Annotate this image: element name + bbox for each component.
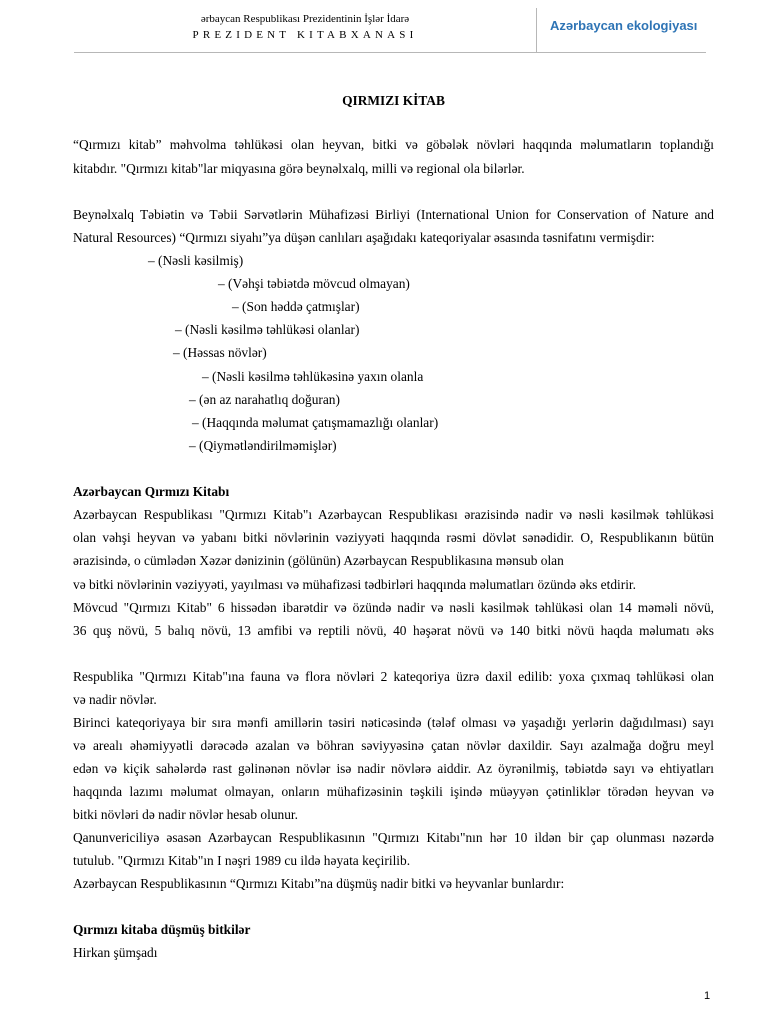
section-heading: Azərbaycan Qırmızı Kitabı [73, 484, 230, 499]
paragraph-line: olan vəhşi heyvan və yabanı bitki növlərinin vəziyyəti haqqında rəsmi dövlət sənədidir. O, Respublikanın bütün [73, 530, 714, 545]
paragraph-line: Azərbaycan Respublikası "Qırmızı Kitab"ı Azərbaycan Respublikası ərazisində nadir və nəsli kəsilmək təhlükəsi [73, 507, 714, 522]
paragraph-line: Birinci kateqoriyaya bir sıra mənfi amillərin təsiri nəticəsində (tələf olması və yaşadığı yerlərin dağıdılması) sayı [73, 715, 714, 730]
header-divider [536, 8, 537, 52]
paragraph-line: tutulub. "Qırmızı Kitab"ın I nəşri 1989 cu ildə həyata keçirilib. [73, 853, 411, 868]
paragraph-line: və bitki növlərinin vəziyyəti, yayılması və mühafizəsi tədbirləri haqqında məlumatları özündə əks etdirir. [73, 577, 636, 592]
paragraph-line: və nadir növlər. [73, 692, 157, 707]
iucn-line: Beynəlxalq Təbiətin və Təbii Sərvətlərin Mühafizəsi Birliyi (International Union for Conservation of Nature and [73, 207, 714, 222]
iucn-line: Natural Resources) “Qırmızı siyahı”ya düşən canlıları aşağıdakı kateqoriyalar əsasında təsnifatını vermişdir: [73, 230, 655, 245]
paragraph-line: bitki növləri də nadir növlər hesab olunur. [73, 807, 298, 822]
category-item: – (ən az narahatlıq doğuran) [189, 392, 340, 407]
paragraph-line: haqqında lazımı məlumat olmayan, onların mühafizəsinin təşkili işində müəyyən çətinliklər törədən heyvan və [73, 784, 714, 799]
category-item: – (Nəsli kəsilmə təhlükəsinə yaxın olanla [202, 369, 424, 384]
document-title: QIRMIZI KİTAB [342, 93, 445, 108]
intro-line: kitabdır. "Qırmızı kitab"lar miqyasına görə beynəlxalq, milli və regional ola bilərlər. [73, 161, 525, 176]
category-item: – (Həssas növlər) [173, 345, 267, 360]
header-org-block [74, 12, 536, 42]
paragraph-line: Azərbaycan Respublikasının “Qırmızı Kitabı”na düşmüş nadir bitki və heyvanlar bunlardır: [73, 876, 565, 891]
category-item: – (Nəsli kəsilmə təhlükəsi olanlar) [175, 322, 360, 337]
header-org: ərbaycan Respublikası Prezidentinin İşlər İdarə [200, 13, 410, 25]
category-item: – (Haqqında məlumat çatışmamazlığı olanlar) [192, 415, 439, 430]
category-item: – (Qiymətləndirilməmişlər) [189, 438, 337, 453]
paragraph-line: 36 quş növü, 5 balıq növü, 13 amfibi və reptili növü, 40 həşərat növü və 140 bitki növü haqda məlumatı əks [73, 623, 714, 638]
category-item: – (Son həddə çatmışlar) [232, 299, 360, 314]
section-heading: Qırmızı kitaba düşmüş bitkilər [73, 922, 251, 937]
paragraph-line: və arealı əhəmiyyətli dərəcədə azalan və böhran səviyyəsinə çatan növlər daxildir. Sayı azalmağa doğru meyl [73, 738, 714, 753]
header-site-title: Azərbaycan ekologiyası [550, 18, 698, 33]
page-header [74, 8, 706, 53]
category-item: – (Vəhşi təbiətdə mövcud olmayan) [218, 276, 410, 291]
paragraph-line: ərazisində, o cümlədən Xəzər dənizinin (gölünün) Azərbaycan Respublikasına mənsub olan [73, 553, 564, 568]
list-item: Hirkan şümşadı [73, 945, 158, 960]
paragraph-line: Qanunvericiliyə əsasən Azərbaycan Respublikasının "Qırmızı Kitabı"nın hər 10 ildən bir çap olunması nəzərdə [73, 830, 714, 845]
category-item: – (Nəsli kəsilmiş) [148, 253, 244, 268]
paragraph-line: edən və kiçik sahələrdə rast gəlinənən növlər isə nadir növlərə aiddir. Az öyrənilmiş, təbiətdə sayı və ehtiyatları [73, 761, 714, 776]
paragraph-line: Mövcud "Qırmızı Kitab" 6 hissədən ibarətdir və özündə nadir və nəsli kəsilmək təhlükəsi olan 14 məməli növü, [73, 600, 714, 615]
page-number: 1 [704, 990, 711, 1002]
header-library: PREZIDENT KITABXANASI [192, 29, 418, 41]
intro-line: “Qırmızı kitab” məhvolma təhlükəsi olan heyvan, bitki və göbələk növləri haqqında məlumatların toplandığı [73, 137, 714, 152]
paragraph-line: Respublika "Qırmızı Kitab"ına fauna və flora növləri 2 kateqoriya üzrə daxil edilib: yoxa çıxmaq təhlükəsi olan [73, 669, 714, 684]
